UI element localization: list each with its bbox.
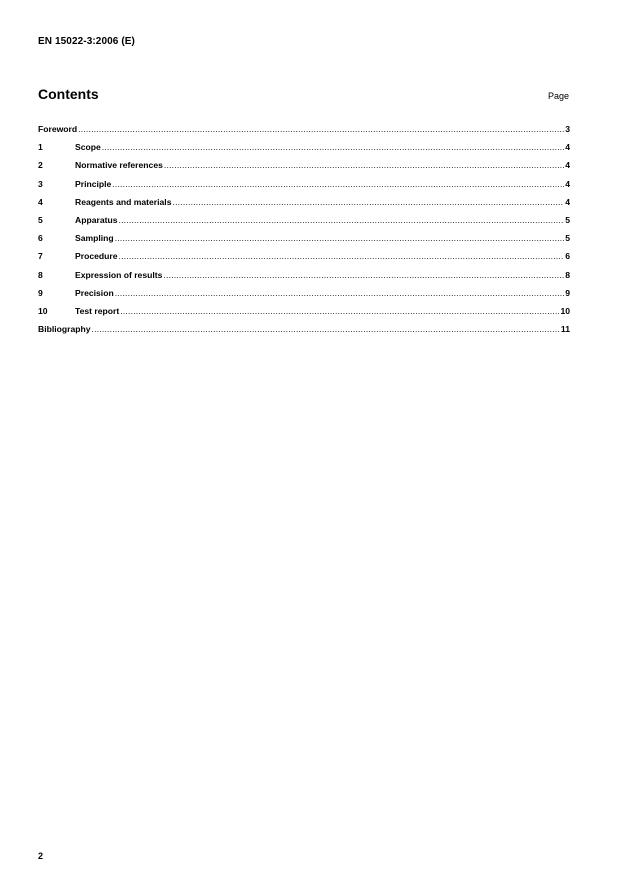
toc-entry[interactable] xyxy=(38,270,570,288)
toc-entry-page: 6 xyxy=(565,251,570,262)
toc-entry[interactable] xyxy=(38,197,570,215)
toc-entry-title: Apparatus xyxy=(75,214,118,225)
toc-entry-page: 11 xyxy=(560,324,570,335)
document-id: EN 15022-3:2006 (E) xyxy=(38,36,135,47)
toc-entry-title: Normative references xyxy=(75,160,163,171)
toc-leader-dots xyxy=(164,160,564,170)
toc-entry-page: 4 xyxy=(565,178,570,189)
toc-entry-page: 3 xyxy=(565,124,570,134)
toc-leader-dots xyxy=(172,197,564,207)
toc-leader-dots xyxy=(92,324,560,334)
toc-entry-title: Test report xyxy=(75,305,120,316)
toc-entry-number: 5 xyxy=(38,214,43,225)
toc-entry-number: 6 xyxy=(38,233,43,244)
toc-entry-title: Principle xyxy=(75,178,112,189)
toc-entry-number: 1 xyxy=(38,142,43,153)
toc-entry-number: 9 xyxy=(38,287,43,298)
toc-leader-dots xyxy=(78,124,564,134)
toc-entry-title: Procedure xyxy=(75,251,118,262)
toc-entry-page: 5 xyxy=(565,214,570,225)
toc-leader-dots xyxy=(119,215,565,225)
toc-entry-number: 4 xyxy=(38,196,43,207)
toc-entry-page: 4 xyxy=(565,160,570,171)
toc-entry[interactable] xyxy=(38,160,570,178)
toc-entry-title: Scope xyxy=(75,142,101,153)
page-number: 2 xyxy=(38,851,44,861)
toc-entry-title: Reagents and materials xyxy=(75,196,172,207)
toc-entry-number: 7 xyxy=(38,251,43,262)
toc-entry[interactable] xyxy=(38,124,570,142)
toc-leader-dots xyxy=(120,306,559,316)
toc-entry-title: Foreword xyxy=(38,124,78,134)
toc-leader-dots xyxy=(119,251,565,261)
toc-entry-page: 4 xyxy=(565,196,570,207)
table-of-contents xyxy=(38,124,570,342)
toc-leader-dots xyxy=(112,179,564,189)
toc-entry-number: 2 xyxy=(38,160,43,171)
toc-entry-title: Sampling xyxy=(75,233,114,244)
toc-entry-title: Bibliography xyxy=(38,324,91,335)
toc-entry[interactable] xyxy=(38,179,570,197)
toc-entry[interactable] xyxy=(38,306,570,324)
toc-entry-page: 10 xyxy=(560,305,570,316)
toc-entry-page: 5 xyxy=(565,233,570,244)
toc-leader-dots xyxy=(163,270,564,280)
toc-entry[interactable] xyxy=(38,288,570,306)
toc-entry[interactable] xyxy=(38,324,570,342)
toc-entry-page: 8 xyxy=(565,269,570,280)
contents-title: Contents xyxy=(38,86,99,102)
toc-entry[interactable] xyxy=(38,251,570,269)
toc-leader-dots xyxy=(115,233,565,243)
toc-entry-page: 9 xyxy=(565,287,570,298)
toc-entry[interactable] xyxy=(38,233,570,251)
toc-leader-dots xyxy=(102,142,564,152)
toc-entry-title: Precision xyxy=(75,287,114,298)
toc-entry-page: 4 xyxy=(565,142,570,153)
toc-entry[interactable] xyxy=(38,142,570,160)
page-column-label: Page xyxy=(547,91,569,101)
toc-entry-number: 10 xyxy=(38,305,48,316)
toc-entry-number: 3 xyxy=(38,178,43,189)
toc-entry-title: Expression of results xyxy=(75,269,163,280)
toc-leader-dots xyxy=(115,288,565,298)
toc-entry[interactable] xyxy=(38,215,570,233)
toc-entry-number: 8 xyxy=(38,269,43,280)
